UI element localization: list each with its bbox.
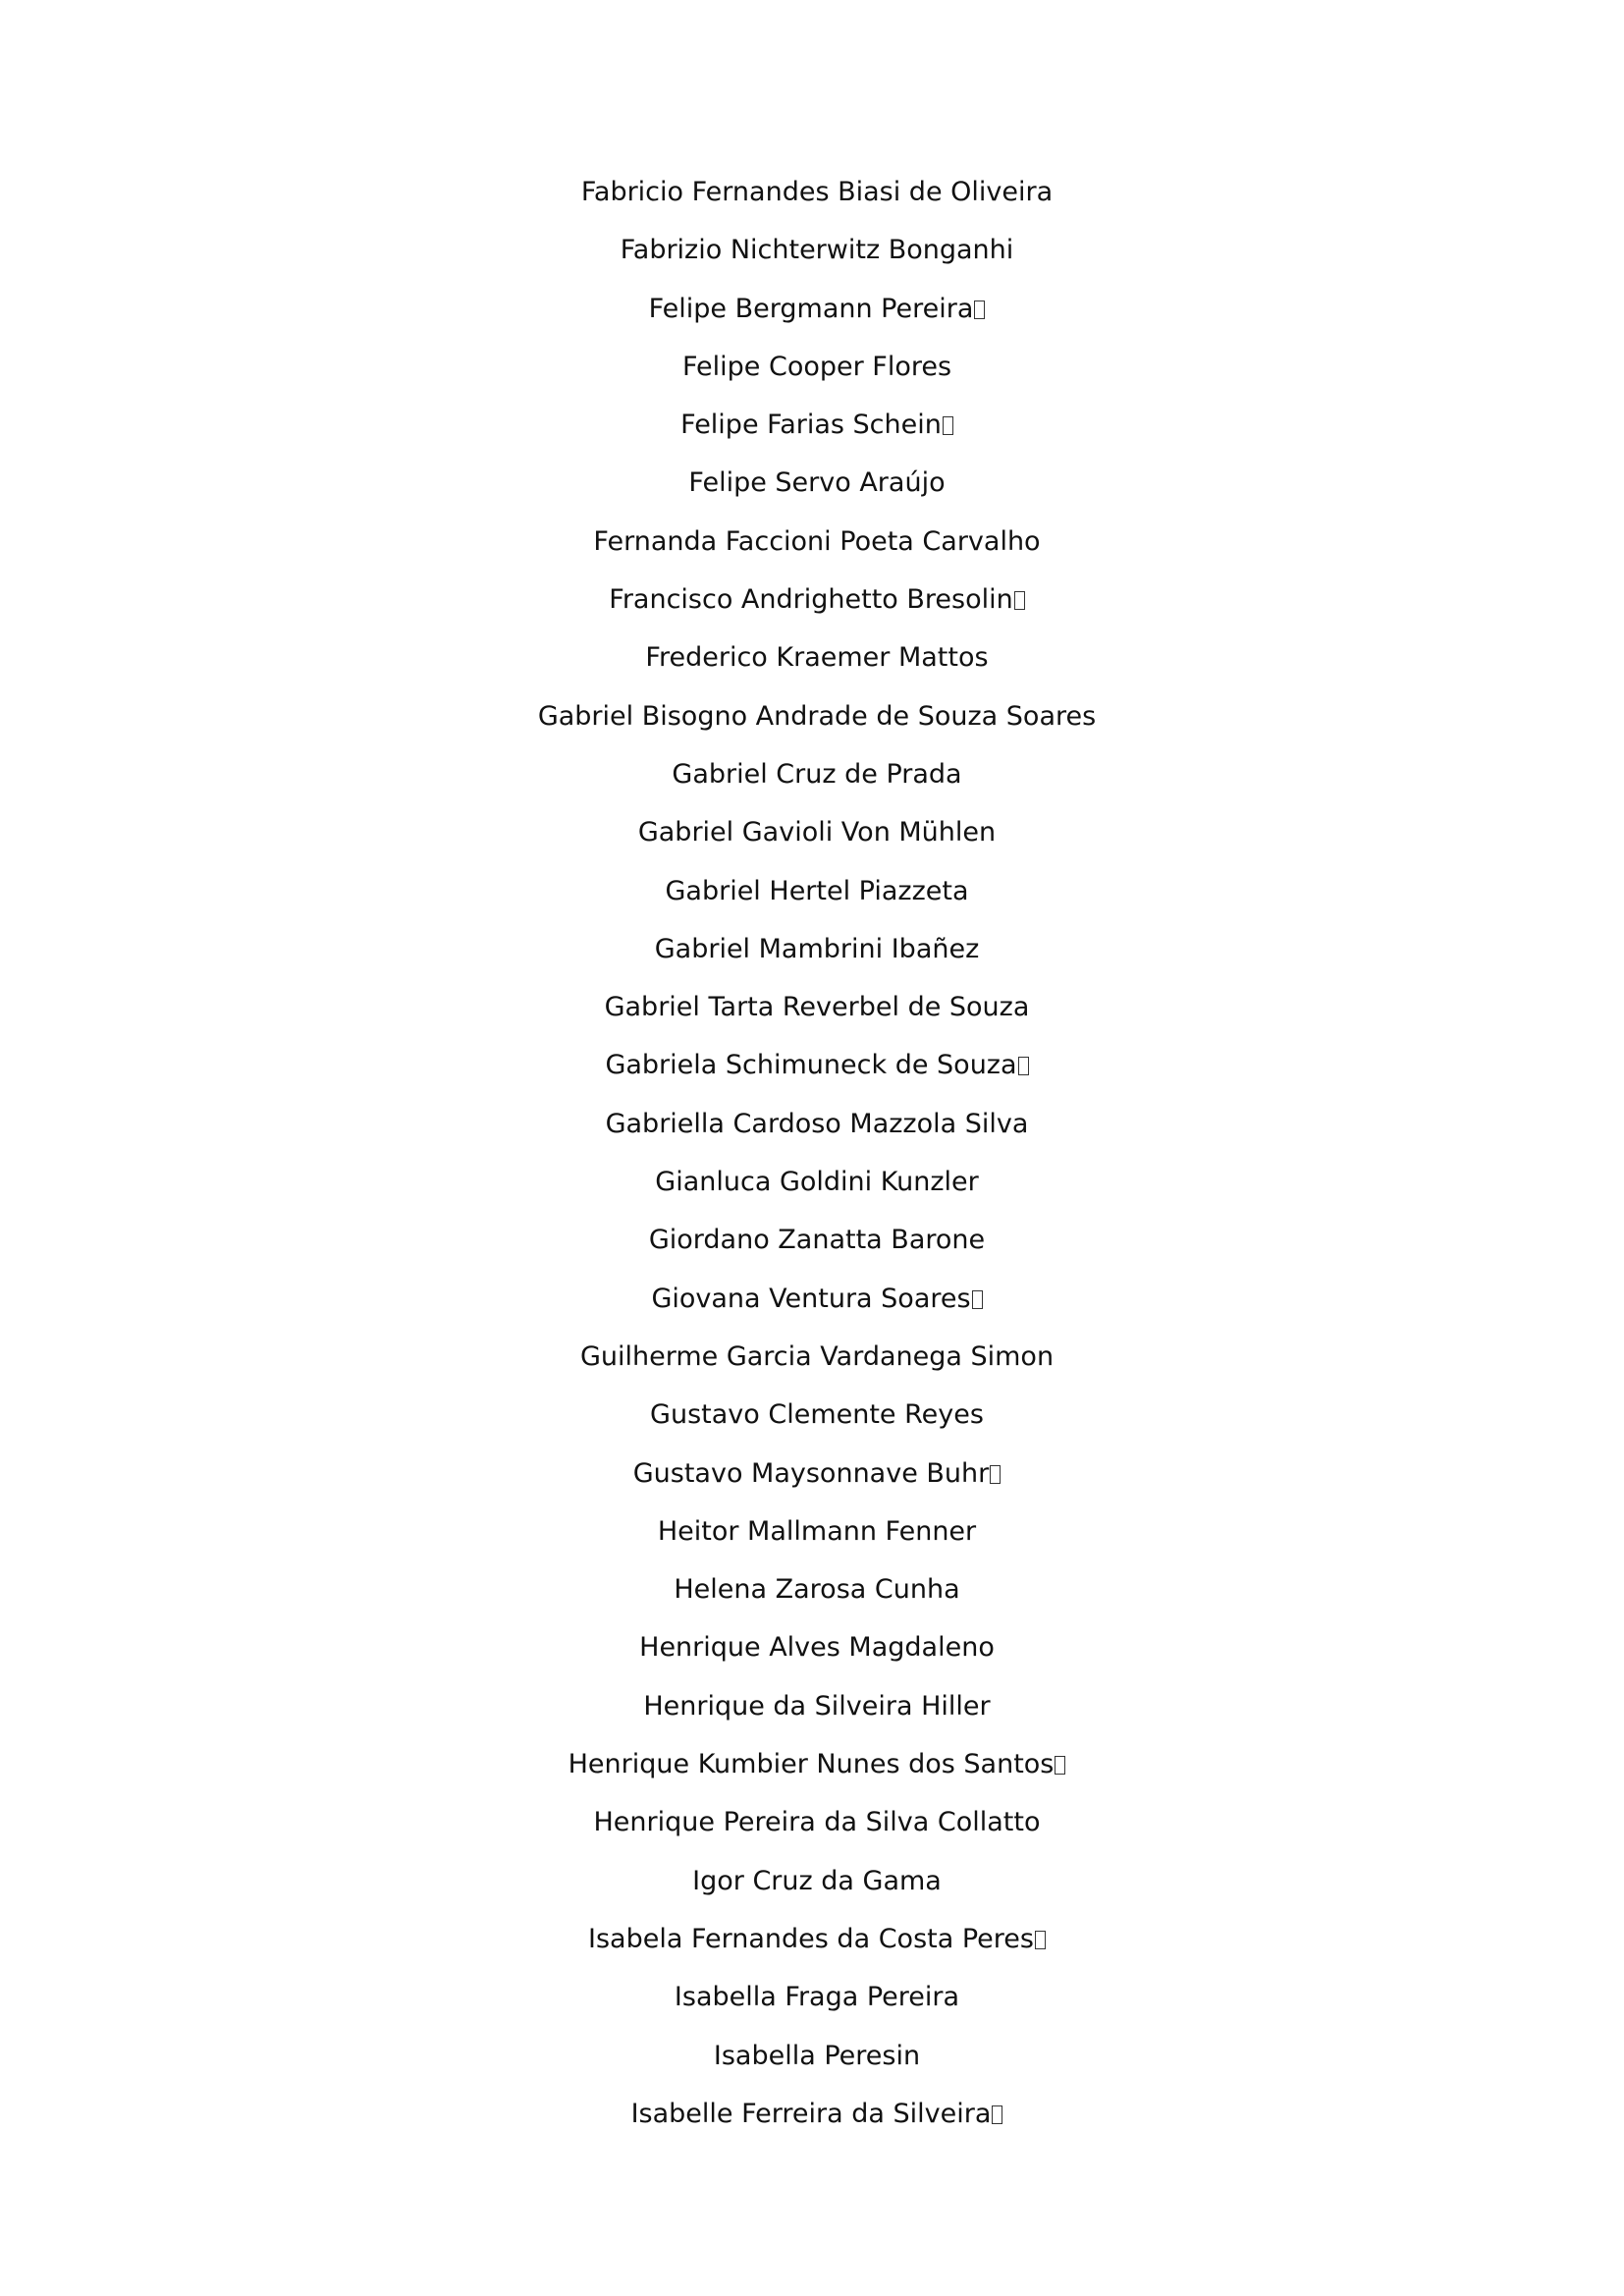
missing-glyph-icon: [992, 2105, 1002, 2124]
name-text: Giovana Ventura Soares: [651, 1283, 971, 1314]
missing-glyph-icon: [1035, 1931, 1046, 1949]
name-entry: [0, 1852, 1624, 1910]
missing-glyph-icon: [990, 1465, 1001, 1484]
name-entry: [0, 1211, 1624, 1269]
name-text: Guilherme Garcia Vardanega Simon: [579, 1340, 1055, 1372]
name-text: Helena Zarosa Cunha: [674, 1574, 960, 1606]
name-text: Isabella Fraga Pereira: [674, 1982, 960, 2013]
name-text: Felipe Servo Araújo: [688, 467, 946, 499]
name-text: Francisco Andrighetto Bresolin: [609, 584, 1013, 616]
missing-glyph-icon: [943, 416, 953, 435]
name-text: Frederico Kraemer Mattos: [645, 642, 989, 674]
name-entry: [0, 1560, 1624, 1618]
name-text: Gabriel Tarta Reverbel de Souza: [604, 992, 1030, 1023]
name-entry: [0, 1445, 1624, 1503]
name-entry: [0, 454, 1624, 512]
name-entry: [0, 1503, 1624, 1560]
missing-glyph-icon: [1055, 1756, 1065, 1775]
name-entry: [0, 1270, 1624, 1328]
name-entry: [0, 1328, 1624, 1386]
name-text: Giordano Zanatta Barone: [648, 1225, 986, 1256]
name-text: Gianluca Goldini Kunzler: [655, 1167, 979, 1198]
name-text: Gabriel Cruz de Prada: [672, 758, 962, 790]
name-entry: [0, 1735, 1624, 1793]
name-entry: [0, 2027, 1624, 2085]
name-text: Gabriel Hertel Piazzeta: [665, 875, 969, 906]
name-entry: [0, 1153, 1624, 1211]
missing-glyph-icon: [974, 301, 985, 319]
name-text: Felipe Bergmann Pereira: [648, 293, 974, 324]
name-text: Gabriel Gavioli Von Mühlen: [637, 817, 997, 848]
name-entry: [0, 2085, 1624, 2143]
name-text: Fabrizio Nichterwitz Bonganhi: [620, 235, 1014, 266]
name-entry: [0, 803, 1624, 861]
name-text: Gabriela Schimuneck de Souza: [605, 1050, 1017, 1081]
name-text: Igor Cruz da Gama: [692, 1865, 942, 1896]
name-entry: [0, 978, 1624, 1036]
name-text: Gustavo Clemente Reyes: [650, 1399, 984, 1431]
name-text: Gustavo Maysonnave Buhr: [632, 1457, 990, 1489]
missing-glyph-icon: [1014, 591, 1025, 610]
name-entry: [0, 1036, 1624, 1094]
missing-glyph-icon: [1018, 1057, 1029, 1075]
name-entry: [0, 920, 1624, 978]
name-text: Isabelle Ferreira da Silveira: [630, 2098, 992, 2129]
name-entry: [0, 513, 1624, 571]
name-entry: [0, 1386, 1624, 1444]
name-entry: [0, 163, 1624, 221]
name-text: Gabriel Bisogno Andrade de Souza Soares: [537, 700, 1097, 732]
name-entry: [0, 687, 1624, 745]
name-entry: [0, 1095, 1624, 1153]
name-entry: [0, 1618, 1624, 1676]
name-entry: [0, 571, 1624, 629]
name-entry: [0, 221, 1624, 279]
name-text: Henrique da Silveira Hiller: [643, 1690, 991, 1722]
name-text: Heitor Mallmann Fenner: [657, 1515, 977, 1547]
name-list: [0, 163, 1624, 2143]
name-entry: [0, 1677, 1624, 1735]
name-text: Isabella Peresin: [713, 2040, 921, 2071]
name-text: Gabriella Cardoso Mazzola Silva: [605, 1108, 1029, 1139]
name-entry: [0, 338, 1624, 396]
name-entry: [0, 745, 1624, 803]
name-entry: [0, 862, 1624, 920]
name-text: Felipe Cooper Flores: [681, 351, 952, 382]
name-text: Fabricio Fernandes Biasi de Oliveira: [580, 177, 1054, 207]
name-text: Henrique Alves Magdaleno: [639, 1632, 995, 1664]
name-text: Henrique Kumbier Nunes dos Santos: [568, 1749, 1055, 1780]
name-text: Felipe Farias Schein: [680, 410, 942, 441]
name-entry: [0, 1910, 1624, 1968]
name-text: Henrique Pereira da Silva Collatto: [593, 1807, 1041, 1838]
name-entry: [0, 1968, 1624, 2026]
name-text: Fernanda Faccioni Poeta Carvalho: [593, 525, 1041, 557]
name-entry: [0, 280, 1624, 338]
name-entry: [0, 396, 1624, 454]
name-text: Gabriel Mambrini Ibañez: [654, 933, 980, 964]
name-text: Isabela Fernandes da Costa Peres: [588, 1923, 1034, 1954]
missing-glyph-icon: [972, 1290, 983, 1309]
name-entry: [0, 629, 1624, 686]
name-entry: [0, 1793, 1624, 1851]
